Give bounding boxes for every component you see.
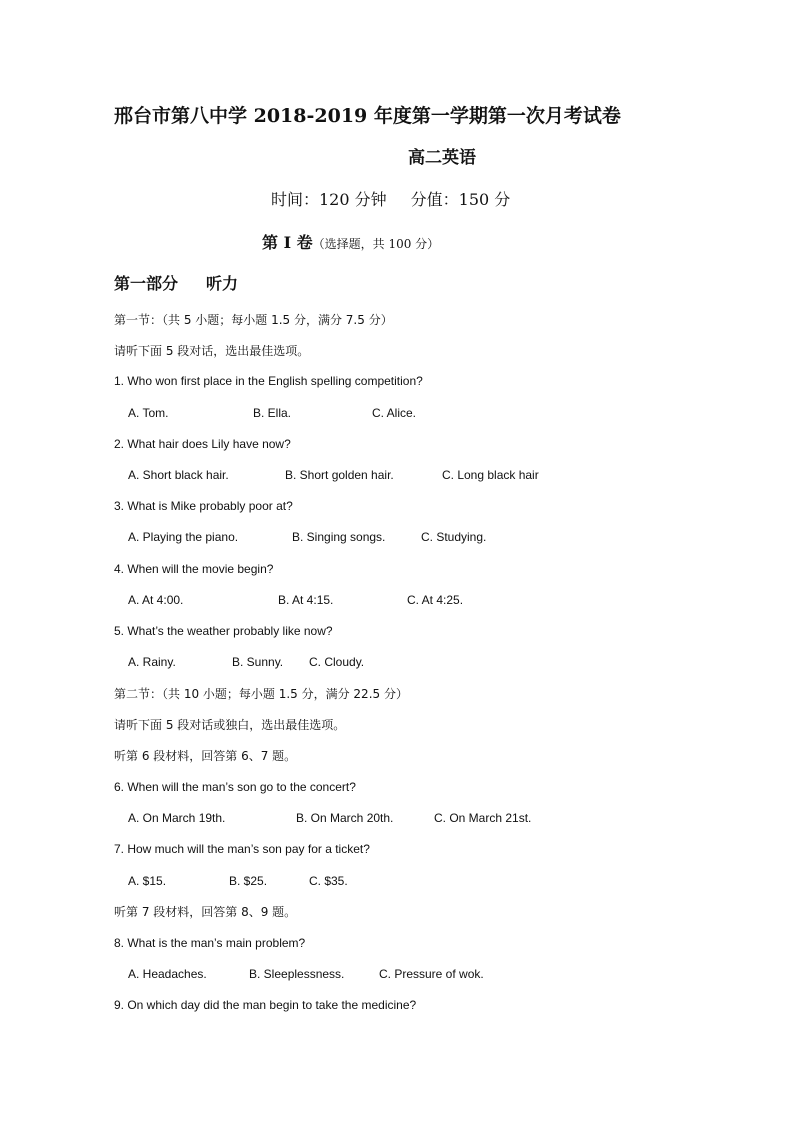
option-c: C. At 4:25. [407, 593, 464, 607]
option-a: A. Short black hair. [128, 468, 229, 482]
option-b: B. At 4:15. [278, 593, 334, 607]
option-b: B. Singing songs. [292, 530, 386, 544]
option-c: C. Long black hair [442, 468, 539, 482]
question-3: 3. What is Mike probably poor at? [114, 499, 293, 513]
option-c: C. Alice. [372, 406, 417, 420]
time-score-info [271, 192, 510, 208]
options-2 [128, 469, 688, 483]
question-8: 8. What is the man’s main problem? [114, 936, 306, 950]
options-7 [128, 875, 688, 889]
option-c: C. On March 21st. [434, 811, 532, 825]
option-b: B. On March 20th. [296, 811, 394, 825]
section2-heading: 第二节：（共 10 小题；每小题 1.5 分，满分 22.5 分） [114, 687, 408, 701]
option-a: A. Playing the piano. [128, 530, 239, 544]
section1-instruction: 请听下面 5 段对话，选出最佳选项。 [114, 344, 310, 358]
section1-heading: 第一节：（共 5 小题；每小题 1.5 分，满分 7.5 分） [114, 313, 393, 327]
options-4 [128, 594, 688, 608]
option-b: B. $25. [229, 874, 268, 888]
option-b: B. Short golden hair. [285, 468, 394, 482]
volume-note: （选择题，共 100 分） [312, 237, 440, 251]
option-c: C. $35. [309, 874, 348, 888]
subject-title: 高二英语 [408, 148, 476, 168]
options-5 [128, 656, 688, 670]
options-6 [128, 812, 688, 826]
option-b: B. Sunny. [232, 655, 284, 669]
question-4: 4. When will the movie begin? [114, 562, 274, 576]
option-c: C. Pressure of wok. [379, 967, 484, 981]
time-label: 时间：120 分钟 [271, 190, 387, 209]
question-9: 9. On which day did the man begin to take the medicine? [114, 998, 417, 1012]
part-title: 听力 [206, 274, 239, 293]
question-1: 1. Who won first place in the English spelling competition? [114, 374, 423, 388]
option-a: A. At 4:00. [128, 593, 184, 607]
volume-main: 第 I 卷 [262, 233, 313, 252]
option-a: A. Tom. [128, 406, 169, 420]
option-a: A. Rainy. [128, 655, 176, 669]
material-6-note: 听第 6 段材料，回答第 6、7 题。 [114, 749, 297, 763]
question-5: 5. What’s the weather probably like now? [114, 624, 333, 638]
option-a: A. Headaches. [128, 967, 207, 981]
option-a: A. On March 19th. [128, 811, 226, 825]
section2-instruction: 请听下面 5 段对话或独白，选出最佳选项。 [114, 718, 346, 732]
option-b: B. Ella. [253, 406, 292, 420]
volume-heading [262, 235, 439, 251]
question-7: 7. How much will the man’s son pay for a ticket? [114, 842, 370, 856]
exam-title: 邢台市第八中学 2018-2019 年度第一学期第一次月考试卷 [114, 105, 621, 127]
material-7-note: 听第 7 段材料，回答第 8、9 题。 [114, 905, 297, 919]
option-b: B. Sleeplessness. [249, 967, 345, 981]
part-heading [114, 276, 238, 292]
options-1 [128, 407, 688, 421]
option-c: C. Studying. [421, 530, 487, 544]
option-c: C. Cloudy. [309, 655, 365, 669]
question-2: 2. What hair does Lily have now? [114, 437, 291, 451]
options-3 [128, 531, 688, 545]
part-name: 第一部分 [114, 274, 179, 293]
score-label: 分值：150 分 [410, 190, 511, 209]
options-8 [128, 968, 688, 982]
option-a: A. $15. [128, 874, 167, 888]
question-6: 6. When will the man’s son go to the concert? [114, 780, 356, 794]
